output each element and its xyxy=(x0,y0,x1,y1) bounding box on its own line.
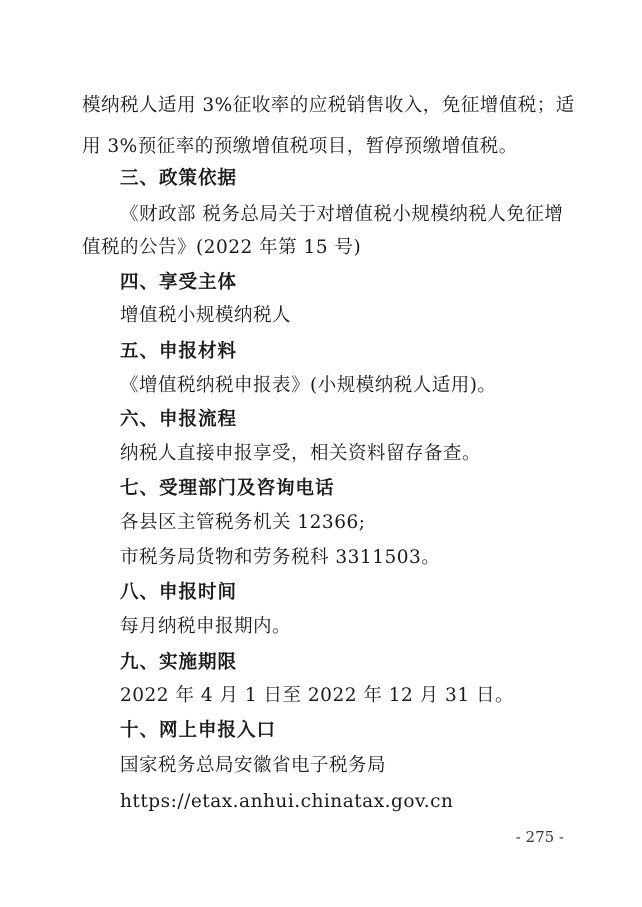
paragraph-continuation-line-1: 模纳税人适用 3%征收率的应税销售收入，免征增值税；适 xyxy=(82,95,575,116)
section-7-text-line-2: 市税务局货物和劳务税科 3311503。 xyxy=(120,547,441,568)
section-7-heading: 七、受理部门及咨询电话 xyxy=(120,478,335,499)
section-3-text-line-1: 《财政部 税务总局关于对增值税小规模纳税人免征增 xyxy=(120,204,564,225)
section-10-heading: 十、网上申报入口 xyxy=(120,720,277,741)
section-6-text: 纳税人直接申报享受，相关资料留存备查。 xyxy=(120,443,482,464)
section-9-text: 2022 年 4 月 1 日至 2022 年 12 月 31 日。 xyxy=(120,685,514,706)
section-10-text-line-1: 国家税务总局安徽省电子税务局 xyxy=(120,755,387,776)
section-6-heading: 六、申报流程 xyxy=(120,409,238,430)
section-9-heading: 九、实施期限 xyxy=(120,652,238,673)
section-4-heading: 四、享受主体 xyxy=(120,272,238,293)
section-8-heading: 八、申报时间 xyxy=(120,582,238,603)
online-filing-url[interactable]: https://etax.anhui.chinatax.gov.cn xyxy=(120,791,454,812)
section-4-text: 增值税小规模纳税人 xyxy=(120,305,292,326)
section-5-heading: 五、申报材料 xyxy=(120,341,238,362)
section-7-text-line-1: 各县区主管税务机关 12366; xyxy=(120,512,366,533)
section-3-text-line-2: 值税的公告》(2022 年第 15 号) xyxy=(82,237,362,258)
page-number: - 275 - xyxy=(515,828,564,846)
section-5-text: 《增值税纳税申报表》(小规模纳税人适用)。 xyxy=(120,375,497,396)
section-3-heading: 三、政策依据 xyxy=(120,168,238,189)
section-8-text: 每月纳税申报期内。 xyxy=(120,616,292,637)
paragraph-continuation-line-2: 用 3%预征率的预缴增值税项目，暂停预缴增值税。 xyxy=(82,136,518,157)
